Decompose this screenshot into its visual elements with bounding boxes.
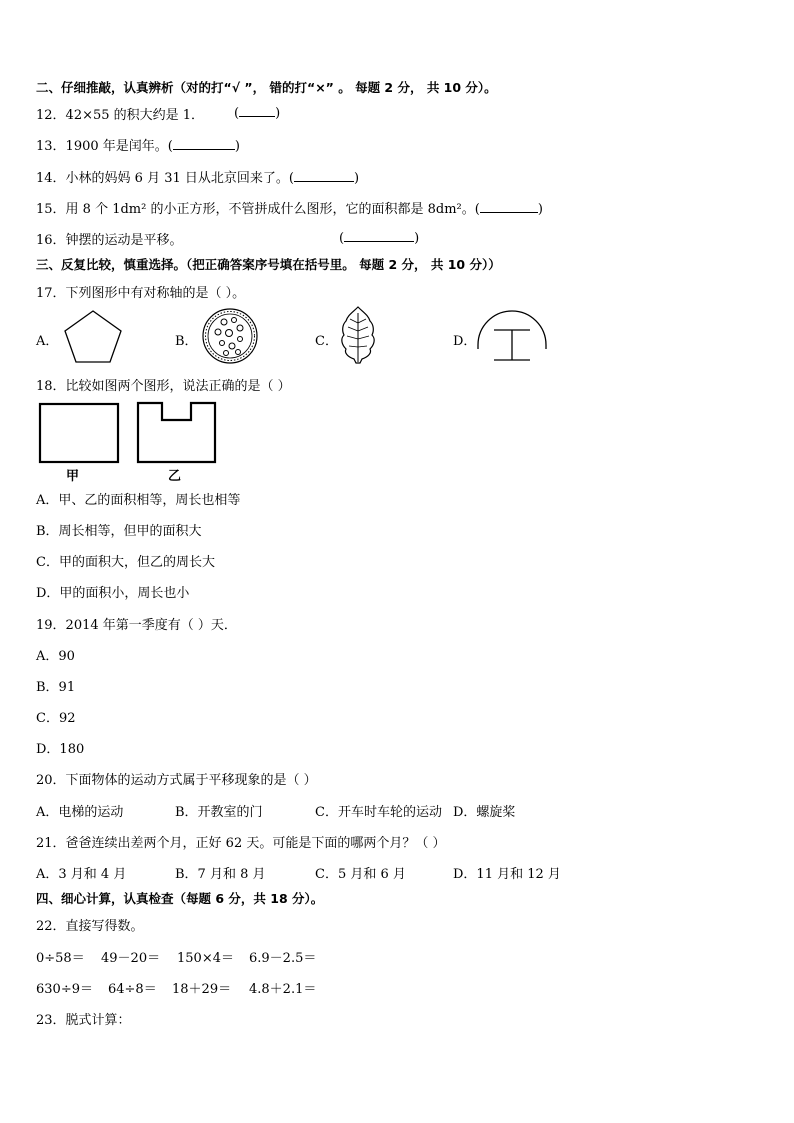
dotted-circle-icon bbox=[200, 306, 260, 366]
q21-option-d[interactable]: D．11 月和 12 月 bbox=[453, 867, 561, 882]
q20-option-c[interactable]: C．开车时车轮的运动 bbox=[315, 805, 442, 820]
answer-blank[interactable] bbox=[344, 229, 414, 242]
question-22: 22．直接写得数。 bbox=[36, 919, 144, 934]
q18-option-a[interactable]: A．甲、乙的面积相等，周长也相等 bbox=[36, 493, 241, 508]
question-14-text: 14．小林的妈妈 6 月 31 日从北京回来了。( bbox=[36, 171, 294, 186]
q19-option-a[interactable]: A．90 bbox=[36, 649, 75, 664]
paren-close: ) bbox=[414, 231, 420, 246]
question-15-text: 15．用 8 个 1dm² 的小正方形，不管拼成什么图形，它的面积都是 8dm²。( bbox=[36, 202, 480, 217]
question-21: 21．爸爸连续出差两个月，正好 62 天。可能是下面的哪两个月？（ ） bbox=[36, 836, 446, 851]
calc-item: 64÷8＝ bbox=[108, 982, 157, 997]
question-15 bbox=[36, 198, 543, 217]
q20-option-a[interactable]: A．电梯的运动 bbox=[36, 805, 124, 820]
paren-open: ( bbox=[339, 231, 345, 246]
question-12-answer[interactable] bbox=[234, 104, 280, 121]
q19-option-b[interactable]: B．91 bbox=[36, 680, 76, 695]
paren-close: ) bbox=[537, 202, 543, 217]
q18-option-b[interactable]: B．周长相等，但甲的面积大 bbox=[36, 524, 202, 539]
question-17: 17．下列图形中有对称轴的是（ ）。 bbox=[36, 286, 246, 301]
q17-option-d-label[interactable]: D． bbox=[453, 334, 477, 349]
figure-label-jia: 甲 bbox=[66, 469, 80, 484]
q20-option-b[interactable]: B．开教室的门 bbox=[175, 805, 263, 820]
answer-blank[interactable] bbox=[173, 137, 235, 150]
question-12-text: 12．42×55 的积大约是 1． bbox=[36, 108, 205, 123]
calc-item: 4.8＋2.1＝ bbox=[249, 982, 317, 997]
leaf-icon bbox=[338, 305, 378, 365]
q18-option-d[interactable]: D．甲的面积小，周长也小 bbox=[36, 586, 190, 601]
calc-item: 150×4＝ bbox=[177, 951, 234, 966]
paren-open: ( bbox=[234, 106, 240, 121]
question-16-answer[interactable] bbox=[339, 229, 419, 246]
q17-option-b-label[interactable]: B． bbox=[175, 334, 198, 349]
calc-item: 49－20＝ bbox=[101, 951, 161, 966]
figure-label-yi: 乙 bbox=[168, 469, 182, 484]
q21-option-c[interactable]: C．5 月和 6 月 bbox=[315, 867, 406, 882]
question-16-text: 16．钟摆的运动是平移。 bbox=[36, 233, 183, 248]
question-16 bbox=[36, 229, 183, 248]
paren-close: ) bbox=[275, 106, 281, 121]
rectangle-jia-icon bbox=[38, 402, 120, 464]
question-13-text: 13．1900 年是闰年。( bbox=[36, 139, 173, 154]
answer-blank[interactable] bbox=[294, 169, 354, 182]
q17-option-a-label[interactable]: A． bbox=[36, 334, 59, 349]
section-2-heading: 二、仔细推敲，认真辨析（对的打“√ ”， 错的打“×” 。 每题 2 分， 共 10 分）。 bbox=[36, 80, 497, 95]
pentagon-icon bbox=[62, 308, 124, 364]
question-13 bbox=[36, 135, 240, 154]
question-23: 23．脱式计算： bbox=[36, 1013, 131, 1028]
calc-item: 0÷58＝ bbox=[36, 951, 85, 966]
q20-option-d[interactable]: D．螺旋桨 bbox=[453, 805, 516, 820]
q17-option-c-label[interactable]: C． bbox=[315, 334, 338, 349]
section-3-heading: 三、反复比较，慎重选择。（把正确答案序号填在括号里。 每题 2 分， 共 10 分）） bbox=[36, 257, 501, 272]
q19-option-d[interactable]: D．180 bbox=[36, 742, 85, 757]
answer-blank[interactable] bbox=[480, 200, 538, 213]
question-19: 19．2014 年第一季度有（ ）天． bbox=[36, 618, 237, 633]
calc-item: 18＋29＝ bbox=[172, 982, 232, 997]
answer-blank[interactable] bbox=[239, 104, 275, 117]
calc-item: 6.9－2.5＝ bbox=[249, 951, 317, 966]
q21-option-b[interactable]: B．7 月和 8 月 bbox=[175, 867, 266, 882]
question-18: 18．比较如图两个图形，说法正确的是（ ） bbox=[36, 379, 291, 394]
notched-shape-yi-icon bbox=[136, 401, 218, 465]
paren-close: ) bbox=[353, 171, 360, 186]
question-14 bbox=[36, 167, 359, 186]
q21-option-a[interactable]: A．3 月和 4 月 bbox=[36, 867, 127, 882]
calc-item: 630÷9＝ bbox=[36, 982, 93, 997]
q18-option-c[interactable]: C．甲的面积大，但乙的周长大 bbox=[36, 555, 215, 570]
q19-option-c[interactable]: C．92 bbox=[36, 711, 76, 726]
question-20: 20．下面物体的运动方式属于平移现象的是（ ） bbox=[36, 773, 317, 788]
question-12 bbox=[36, 104, 204, 123]
paren-close: ) bbox=[234, 139, 240, 154]
arch-figure-icon bbox=[476, 308, 548, 364]
section-4-heading: 四、细心计算，认真检查（每题 6 分，共 18 分）。 bbox=[36, 891, 324, 906]
